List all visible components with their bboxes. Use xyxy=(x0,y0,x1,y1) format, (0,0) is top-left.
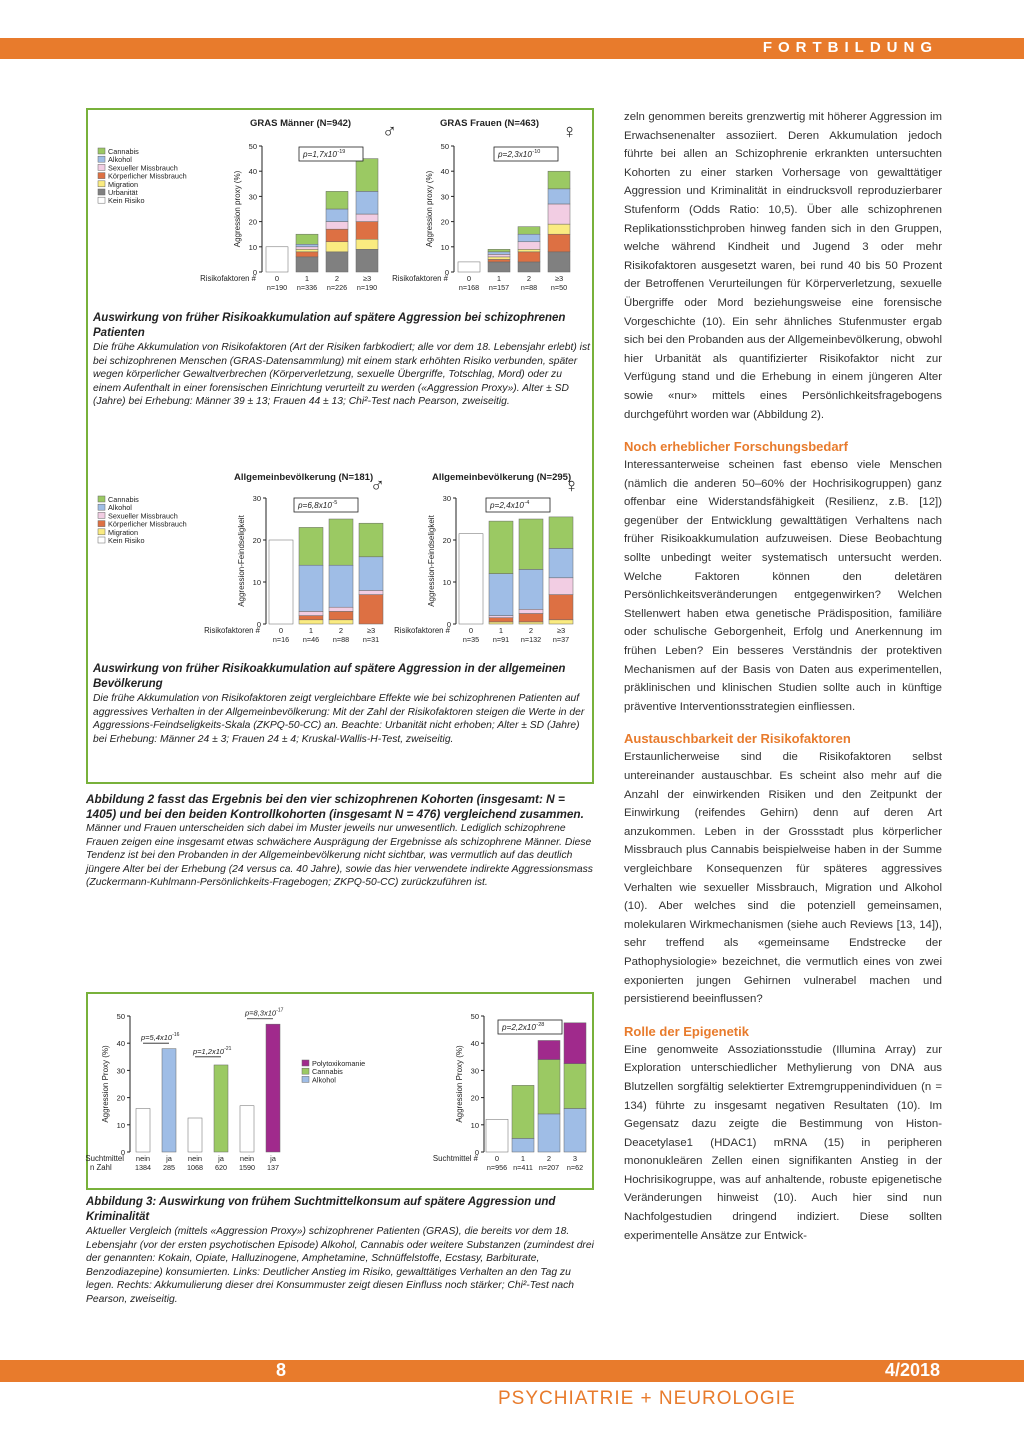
y-tick-label-3: 30 xyxy=(252,494,261,503)
legend-label-1: Körperlicher Missbrauch xyxy=(108,171,187,181)
pvalue-6: p=2,2x10 xyxy=(502,1023,536,1032)
legend-swatch-1 xyxy=(98,181,105,187)
bar-segment-4 xyxy=(519,519,543,569)
x-tick-label-5: ja xyxy=(166,1154,172,1163)
x-tick-label-5: nein xyxy=(187,1154,203,1163)
bar-segment-1 xyxy=(266,247,288,272)
n-label-1: n=226 xyxy=(326,283,348,292)
legend-label-1: Cannabis xyxy=(108,147,139,156)
bar-segment-6 xyxy=(564,1064,586,1109)
n-label-5: 285 xyxy=(163,1163,175,1172)
bar-segment-1 xyxy=(296,257,318,272)
bar-segment-1 xyxy=(356,249,378,272)
bar-segment-4 xyxy=(489,618,513,622)
legend-label-1: Sexueller Missbrauch xyxy=(108,163,178,173)
legend-swatch-2 xyxy=(98,529,105,535)
x-tick-label-2: 2 xyxy=(526,274,532,283)
section-label: FORTBILDUNG xyxy=(762,39,938,56)
bar-segment-2 xyxy=(548,234,570,252)
caption-title: Auswirkung von früher Risikoakkumulation auf spätere Aggression bei schizophrenen Patienten xyxy=(93,312,566,339)
n-label-5: 620 xyxy=(215,1163,227,1172)
bar-segment-6 xyxy=(486,1119,508,1152)
n-label-2: n=168 xyxy=(458,283,480,292)
bar-segment-5 xyxy=(214,1065,228,1152)
legend-label-2: Kein Risiko xyxy=(108,536,145,545)
summary-title: Abbildung 2 fasst das Ergebnis bei den vier schizophrenen Kohorten (insgesamt: N = 1405) und bei den beiden Kontrollkohorten (insgesamt N = 476) vergleichend zusammen. xyxy=(86,792,584,821)
n-label-4: n=35 xyxy=(462,635,480,644)
x-axis-label-2: Risikofaktoren # xyxy=(392,274,448,283)
legend-swatch-3 xyxy=(302,1060,309,1066)
y-tick-label-3: 10 xyxy=(252,578,261,587)
pvalue-exp-2: -10 xyxy=(532,149,541,155)
x-tick-label-3: ≥3 xyxy=(366,626,376,635)
y-tick-label-6: 0 xyxy=(474,1148,479,1157)
x-tick-label-4: 1 xyxy=(498,626,504,635)
pvalue-exp-5: -21 xyxy=(224,1045,232,1052)
pvalue-5: p=5,4x10 xyxy=(141,1033,173,1043)
y-tick-label-1: 50 xyxy=(248,142,257,151)
bar-segment-2 xyxy=(488,254,510,257)
n-label-5: 137 xyxy=(267,1163,279,1172)
bar-segment-3 xyxy=(269,540,293,624)
figure-2-summary xyxy=(86,792,594,890)
bar-segment-2 xyxy=(518,242,540,250)
legend-label-1: Migration xyxy=(108,179,139,189)
bar-segment-4 xyxy=(549,595,573,620)
x-tick-label-4: 2 xyxy=(528,626,534,635)
bar-segment-1 xyxy=(326,252,348,272)
legend-swatch-1 xyxy=(98,156,105,162)
y-tick-label-2: 30 xyxy=(440,192,449,202)
n-label-2: n=50 xyxy=(550,283,568,292)
caption-text: Die frühe Akkumulation von Risikofaktoren zeigt vergleichbare Effekte wie bei schizophrenen Patienten auf aggressives Verhalten in der Allgemeinbevölkerung: Mit der Zahl der Risikofaktoren steigen die Werte in der Aggressions-Feindseligkeits-Skala (ZKPQ-50-CC) an. Beachte: Urbanität nicht erhoben; Alter ± SD (Jahre) bei Erhebung: Männer 24 ± 3; Frauen 24 ± 4; Kruskal-Wallis-H-Test, zweiseitig. xyxy=(93,693,585,745)
bar-segment-2 xyxy=(488,249,510,252)
y-tick-label-2: 50 xyxy=(440,142,449,151)
caption-text: Aktueller Vergleich (mittels «Aggression Proxy») schizophrener Patienten (GRAS), die bereits vor dem 18. Lebensjahr (vor der ersten psychotischen Episode) Alkohol, Cannabis oder weitere Substanzen (zumindest drei der genannten: Kokain, Opiate, Halluzinogene, Amphetamine, Schnüffelstoffe, Ecstasy, Barbiturate, Benzodiazepine) konsumierten. Links: Deutlicher Anstieg im Risiko, gewalttätiges Verhalten an den Tag zu legen. Rechts: Akkumulierung dieser drei Konsummuster zeigt diesen Einfluss noch stärker; Chi²-Test nach Pearson, zweiseitig. xyxy=(86,1226,594,1305)
bar-segment-1 xyxy=(296,234,318,244)
pvalue-exp-6: -28 xyxy=(536,1022,545,1028)
y-tick-label-2: 20 xyxy=(440,217,449,227)
n-label-6: n=411 xyxy=(513,1163,533,1172)
y-tick-label-1: 30 xyxy=(248,192,257,202)
x-tick-label-4: ≥3 xyxy=(556,626,566,635)
n-label-5: 1384 xyxy=(135,1163,151,1172)
legend-swatch-3 xyxy=(302,1068,309,1074)
bar-segment-1 xyxy=(326,229,348,242)
bar-segment-1 xyxy=(356,214,378,222)
bar-segment-4 xyxy=(519,569,543,609)
n-label-3: n=16 xyxy=(272,635,290,644)
y-tick-label-5: 0 xyxy=(120,1148,125,1157)
y-tick-label-6: 20 xyxy=(470,1093,479,1103)
x-tick-label-2: 0 xyxy=(466,274,472,283)
x-tick-label-1: ≥3 xyxy=(362,274,372,283)
legend-swatch-1 xyxy=(98,164,105,170)
bar-segment-5 xyxy=(136,1108,150,1152)
bar-segment-4 xyxy=(549,578,573,595)
bar-segment-2 xyxy=(518,262,540,272)
bar-segment-1 xyxy=(296,244,318,247)
y-tick-label-5: 40 xyxy=(116,1039,125,1049)
n-label-6: n=62 xyxy=(566,1163,584,1172)
pvalue-2: p=2,3x10 xyxy=(498,150,532,159)
caption-schizophrenia xyxy=(93,311,591,409)
bar-segment-3 xyxy=(359,557,383,591)
legend-swatch-2 xyxy=(98,504,105,510)
y-tick-label-1: 10 xyxy=(248,242,257,252)
x-tick-label-6: 1 xyxy=(520,1154,526,1163)
x-tick-label-5: nein xyxy=(135,1154,151,1163)
n-label-4: n=91 xyxy=(492,635,510,644)
bar-segment-3 xyxy=(299,527,323,565)
legend-label-2: Migration xyxy=(108,527,139,537)
n-label-1: n=190 xyxy=(356,283,378,292)
legend-label-2: Sexueller Missbrauch xyxy=(108,511,178,521)
legend-label-3: Cannabis xyxy=(312,1067,343,1077)
bar-segment-6 xyxy=(564,1023,586,1064)
x-tick-label-1: 0 xyxy=(274,274,280,283)
bar-segment-4 xyxy=(459,534,483,624)
x-tick-label-3: 1 xyxy=(308,626,314,635)
heading-forschungsbedarf: Noch erheblicher Forschungsbedarf xyxy=(624,439,848,455)
bar-segment-2 xyxy=(548,224,570,234)
n-label-2: n=157 xyxy=(488,283,510,292)
bar-segment-4 xyxy=(519,614,543,622)
caption-title: Abbildung 3: Auswirkung von frühem Suchtmittelkonsum auf spätere Aggression und Kriminalität xyxy=(86,1196,556,1223)
y-tick-label-6: 40 xyxy=(470,1039,479,1049)
bar-segment-3 xyxy=(329,519,353,565)
bar-segment-2 xyxy=(518,249,540,252)
n-label-3: n=88 xyxy=(332,635,350,644)
bar-segment-6 xyxy=(538,1040,560,1059)
pvalue-1: p=1,7x10 xyxy=(303,150,337,159)
pvalue-5: p=1,2x10 xyxy=(193,1046,225,1056)
bar-segment-1 xyxy=(326,209,348,222)
y-tick-label-4: 20 xyxy=(442,536,451,545)
legend-label-2: Körperlicher Missbrauch xyxy=(108,519,187,529)
figure-panel-population xyxy=(94,466,590,656)
bar-segment-2 xyxy=(518,227,540,235)
y-tick-label-6: 30 xyxy=(470,1066,479,1076)
n-label-4: n=37 xyxy=(552,635,570,644)
legend-label-3: Polytoxikomanie xyxy=(312,1059,366,1068)
legend-swatch-1 xyxy=(98,189,105,195)
legend-swatch-2 xyxy=(98,512,105,518)
pvalue-exp-3: -5 xyxy=(332,500,338,506)
legend-swatch-2 xyxy=(98,521,105,527)
y-tick-label-3: 0 xyxy=(256,620,261,629)
bar-segment-2 xyxy=(488,257,510,260)
bar-segment-4 xyxy=(489,616,513,618)
x-tick-label-5: ja xyxy=(270,1154,276,1163)
bar-segment-2 xyxy=(548,171,570,189)
bar-segment-5 xyxy=(240,1106,254,1152)
x-tick-label-5: ja xyxy=(218,1154,224,1163)
bar-segment-5 xyxy=(266,1024,280,1152)
figure-panel-substances xyxy=(85,996,590,1186)
summary-text: Männer und Frauen unterscheiden sich dabei im Muster jeweils nur unwesentlich. Lediglich schizophrene Frauen zeigen eine insgesamt etwas schwächere Ausprägung der Ergebnisse als schizophrene Männer. Diese Tendenz ist bei den Probanden in der Allgemeinbevölkerung nicht sichtbar, was vermutlich auf das deutlich jüngere Alter bei der Erhebung (24 versus ca. 40 Jahre), sowie das hier verwendete indirekte Aggressionsmass (Zuckermann-Kuhlmann-Persönlichkeits-Fragebogen; ZKPQ-50-CC) zurückzuführen ist. xyxy=(86,823,593,889)
bar-segment-1 xyxy=(356,239,378,249)
x-tick-label-5: nein xyxy=(239,1154,255,1163)
chart-title-1: GRAS Männer (N=942) xyxy=(250,118,352,129)
y-axis-label-3: Aggression-Feindseligkeit xyxy=(237,515,246,607)
y-tick-label-2: 10 xyxy=(440,242,449,252)
bar-segment-3 xyxy=(299,616,323,620)
bar-segment-2 xyxy=(548,204,570,224)
gender-symbol-2: ♀ xyxy=(562,121,577,143)
y-axis-label-5: Aggression Proxy (%) xyxy=(101,1045,110,1123)
x-tick-label-1: 2 xyxy=(334,274,340,283)
y-tick-label-6: 10 xyxy=(470,1120,479,1130)
bar-segment-1 xyxy=(326,242,348,252)
y-axis-label-1: Aggression proxy (%) xyxy=(233,170,242,248)
x-tick-label-6: 0 xyxy=(494,1154,500,1163)
gender-symbol-4: ♀ xyxy=(564,475,579,497)
bar-segment-2 xyxy=(488,262,510,272)
gender-symbol-3: ♂ xyxy=(370,475,385,497)
bar-segment-4 xyxy=(489,622,513,624)
y-axis-label-4: Aggression-Feindseligkeit xyxy=(427,515,436,607)
heading-austauschbarkeit: Austauschbarkeit der Risikofaktoren xyxy=(624,731,851,747)
heading-epigenetik: Rolle der Epigenetik xyxy=(624,1023,749,1039)
journal-name: PSYCHIATRIE + NEUROLOGIE xyxy=(498,1388,796,1409)
bar-segment-4 xyxy=(519,622,543,624)
x-axis-label2-5: n Zahl xyxy=(90,1163,112,1172)
x-tick-label-6: 2 xyxy=(546,1154,552,1163)
bar-segment-1 xyxy=(326,191,348,209)
bar-segment-6 xyxy=(564,1108,586,1152)
chart-title-2: GRAS Frauen (N=463) xyxy=(440,118,539,129)
bar-segment-2 xyxy=(548,252,570,272)
pvalue-exp-1: -19 xyxy=(337,149,346,155)
bar-segment-1 xyxy=(296,247,318,250)
n-label-1: n=336 xyxy=(296,283,318,292)
y-tick-label-1: 20 xyxy=(248,217,257,227)
n-label-6: n=956 xyxy=(486,1163,508,1172)
caption-title: Auswirkung von früher Risikoakkumulation auf spätere Aggression in der allgemeinen Bevölkerung xyxy=(93,663,566,690)
n-label-5: 1590 xyxy=(239,1163,255,1172)
y-tick-label-5: 30 xyxy=(116,1066,125,1076)
y-tick-label-3: 20 xyxy=(252,536,261,545)
pvalue-exp-5: -16 xyxy=(172,1032,180,1039)
y-tick-label-5: 20 xyxy=(116,1093,125,1103)
x-tick-label-1: 1 xyxy=(304,274,310,283)
legend-label-1: Kein Risiko xyxy=(108,196,145,206)
y-tick-label-1: 40 xyxy=(248,167,257,177)
bar-segment-4 xyxy=(549,517,573,549)
bar-segment-1 xyxy=(356,159,378,192)
footer-bar xyxy=(0,1360,1024,1382)
x-axis-label-5: Suchtmittel xyxy=(85,1154,124,1163)
bar-segment-6 xyxy=(538,1114,560,1152)
issue-number: 4/2018 xyxy=(884,1360,940,1380)
bar-segment-1 xyxy=(296,249,318,252)
article-column xyxy=(624,108,942,1245)
legend-label-1: Alkohol xyxy=(108,155,132,165)
n-label-5: 1068 xyxy=(187,1163,203,1172)
y-tick-label-2: 40 xyxy=(440,167,449,177)
paragraph-4: Eine genomweite Assoziationsstudie (Illumina Array) zur Exploration unterschiedlicher Methylierung von DNA aus Blutzellen sorgfältig selektierter Extremgruppenindividuen (n = 134) führte zu insgesamt negativen Resultaten (10). Im Gegensatz dazu zeigte die Bestimmung von Histon-Deacetylase1 (HDAC1) mRNA (15) in peripheren mononukleären Zellen einen signifikanten Anstieg in der Hochrisikogruppe, was auf anhaltende, robuste epigenetische Veränderungen hinweist (10). Auch hier sind nun Nachfolgestudien dringend indiziert. Diese sollten experimentelle Ansätze zur Entwick- xyxy=(624,1043,942,1242)
y-tick-label-4: 0 xyxy=(446,620,451,629)
x-tick-label-4: 0 xyxy=(468,626,474,635)
x-tick-label-3: 0 xyxy=(278,626,284,635)
bar-segment-5 xyxy=(188,1118,202,1152)
y-tick-label-4: 30 xyxy=(442,494,451,503)
n-label-3: n=31 xyxy=(362,635,380,644)
bar-segment-3 xyxy=(359,595,383,624)
bar-segment-3 xyxy=(299,620,323,624)
x-tick-label-2: 1 xyxy=(496,274,502,283)
x-tick-label-6: 3 xyxy=(572,1154,578,1163)
bar-segment-5 xyxy=(162,1049,176,1152)
n-label-3: n=46 xyxy=(302,635,320,644)
bar-segment-4 xyxy=(549,620,573,624)
legend-label-3: Alkohol xyxy=(312,1075,336,1085)
x-axis-label-4: Risikofaktoren # xyxy=(394,626,450,635)
bar-segment-3 xyxy=(329,565,353,607)
caption-text: Die frühe Akkumulation von Risikofaktoren (Art der Risiken farbkodiert; alle vor dem 18. Lebensjahr erlebt) ist bei schizophrenen Menschen (GRAS-Datensammlung) mit einem stark erhöhten Risiko verbunden, später wegen körperlicher Gewaltverbrechen (Körperverletzung, sexuelle Übergriffe, Totschlag, Mord) oder zu einem Aufenthalt in einer forensischen Einrichtung verurteilt zu werden («Aggression Proxy»). Alter ± SD (Jahre) bei Erhebung: Männer 39 ± 13; Frauen 44 ± 13; Chi²-Test nach Pearson, zweiseitig. xyxy=(93,342,590,408)
bar-segment-4 xyxy=(519,609,543,613)
paragraph-3: Erstaunlicherweise sind die Risikofaktoren selbst untereinander austauschbar. Es scheint also mehr auf die Anzahl der einwirkenden Risiken und den Zeitpunkt der Einwirkung (reifendes Gehirn) denn auf deren Art anzukommen. Leben in der Grossstadt plus körperlicher Missbrauch plus Cannabis beispielweise haben in der Summe vergleichbare Konsequenzen für späteres aggressives Verhalten wie sexueller Missbrauch, Migration und Alkohol (10). Aber welches sind die potenziell gemeinsamen, molekularen Wirkmechanismen (siehe auch Reviews [13, 14]), sehr treffend als «gemeinsame Endstrecke der Pathophysiologie» bezeichnet, die vermutlich eines von zwei exponierten jungen Gehirnen vulnerabel machen und persistierend beeinflussen? xyxy=(624,751,942,1006)
bar-segment-2 xyxy=(518,252,540,262)
caption-population xyxy=(93,662,591,746)
pvalue-4: p=2,4x10 xyxy=(490,501,524,510)
x-axis-label-3: Risikofaktoren # xyxy=(204,626,260,635)
pvalue-3: p=6,8x10 xyxy=(298,501,332,510)
page-number: 8 xyxy=(276,1360,287,1380)
bar-segment-3 xyxy=(299,565,323,611)
y-tick-label-6: 50 xyxy=(470,1012,479,1021)
bar-segment-1 xyxy=(326,222,348,230)
bar-segment-2 xyxy=(488,259,510,262)
legend-label-2: Alkohol xyxy=(108,503,132,513)
bar-segment-1 xyxy=(356,191,378,214)
bar-segment-2 xyxy=(548,189,570,204)
figure-panel-schizophrenia xyxy=(94,112,590,304)
bar-segment-3 xyxy=(359,590,383,594)
bar-segment-2 xyxy=(518,234,540,242)
n-label-4: n=132 xyxy=(520,635,542,644)
bar-segment-1 xyxy=(296,252,318,257)
caption-figure-3 xyxy=(86,1195,594,1307)
x-tick-label-3: 2 xyxy=(338,626,344,635)
y-tick-label-4: 10 xyxy=(442,578,451,587)
bar-segment-3 xyxy=(329,611,353,619)
bar-segment-4 xyxy=(489,574,513,616)
bar-segment-2 xyxy=(488,252,510,255)
bar-segment-2 xyxy=(458,262,480,272)
bar-segment-3 xyxy=(329,620,353,624)
bar-segment-1 xyxy=(356,222,378,240)
pvalue-5: p=8,3x10 xyxy=(245,1008,277,1018)
pvalue-exp-4: -4 xyxy=(524,500,530,506)
legend-swatch-1 xyxy=(98,148,105,154)
y-tick-label-2: 0 xyxy=(444,268,449,277)
bar-segment-3 xyxy=(359,523,383,557)
n-label-6: n=207 xyxy=(538,1163,560,1172)
y-axis-label-2: Aggression proxy (%) xyxy=(425,170,434,248)
n-label-1: n=190 xyxy=(266,283,288,292)
x-axis-label-1: Risikofaktoren # xyxy=(200,274,256,283)
y-axis-label-6: Aggression Proxy (%) xyxy=(455,1045,464,1123)
chart-title-3: Allgemeinbevölkerung (N=181) xyxy=(234,472,374,483)
n-label-2: n=88 xyxy=(520,283,538,292)
legend-swatch-3 xyxy=(302,1076,309,1082)
bar-segment-6 xyxy=(538,1060,560,1114)
legend-swatch-2 xyxy=(98,537,105,543)
bar-segment-3 xyxy=(299,611,323,615)
bar-segment-3 xyxy=(329,607,353,611)
x-tick-label-2: ≥3 xyxy=(554,274,564,283)
y-tick-label-1: 0 xyxy=(252,268,257,277)
paragraph-1: zeln genommen bereits grenzwertig mit höherer Aggression im Erwachsenenalter assoziiert. Deren Akkumulation jedoch führte bei allen an Schizophrenie erkrankten untersuchten Kohorten zu einer starken Vorhersage von gewalttätiger Aggression und Kriminalität in eindrucksvoll reproduzierbarer Stufenform (Odds Ratio: 10,5). Über alle schizophrenen Replikationsstichproben hinweg fanden sich in den Gruppen, welche während Kindheit und Jugend 3 oder mehr Risikofaktoren ausgesetzt waren, bei rund 40 bis 50 Prozent der Betroffenen Verurteilungen für Körperverletzung, sexuelle Übergriffe oder Mord beziehungsweise eine forensische Vorgeschichte (10). Ein sehr ähnliches Stufenmuster ergab sich bei den Probanden aus der Allgemeinbevölkerung, obwohl hier Urbanität als quantifizierter Risikofaktor nicht zur Verfügung stand und die Erhebung in einem jüngeren Alter sowie «nur» mittels eines Persönlichkeitsfragebogens durchgeführt worden war (Abbildung 2). xyxy=(624,111,942,421)
legend-label-1: Urbanität xyxy=(108,188,138,197)
legend-swatch-1 xyxy=(98,197,105,203)
x-axis-label-6: Suchtmittel # xyxy=(432,1154,478,1163)
bar-segment-6 xyxy=(512,1138,534,1152)
bar-segment-4 xyxy=(549,548,573,577)
header-bar xyxy=(0,38,1024,59)
legend-label-2: Cannabis xyxy=(108,495,139,504)
y-tick-label-5: 50 xyxy=(116,1012,125,1021)
legend-swatch-1 xyxy=(98,173,105,179)
chart-title-4: Allgemeinbevölkerung (N=295) xyxy=(432,472,572,483)
legend-swatch-2 xyxy=(98,496,105,502)
bar-segment-4 xyxy=(489,521,513,574)
bar-segment-6 xyxy=(512,1085,534,1138)
gender-symbol-1: ♂ xyxy=(382,121,397,143)
y-tick-label-5: 10 xyxy=(116,1120,125,1130)
paragraph-2: Interessanterweise scheinen fast ebenso viele Menschen (nämlich die anderen 50–60% der Hochrisikogruppen) ganz offenbar eine Widerstandsfähigkeit (Resilienz, z.B. [12]) gegenüber der Entwicklung gewalttätigen Verhaltens nach früher Risikoakkumulation aufzuweisen. Diese Beobachtung sollte unbedingt weiter systematisch untersucht werden. Welche Faktoren können den deletären Persönlichkeitsveränderungen entgegenwirken? Welchen Stellenwert haben etwa genetische Prädisposition, familiäre oder schulische Geborgenheit, Erfolg und Anerkennung im frühen Leben? Ein besseres Verständnis der protektiven Mechanismen auf der Basis von Daten aus experimentellen, präklinischen und klinischen Studien sollte auch in künftige präventive Interventionsstrategien einfliessen. xyxy=(624,459,942,713)
pvalue-exp-5: -17 xyxy=(276,1007,284,1014)
